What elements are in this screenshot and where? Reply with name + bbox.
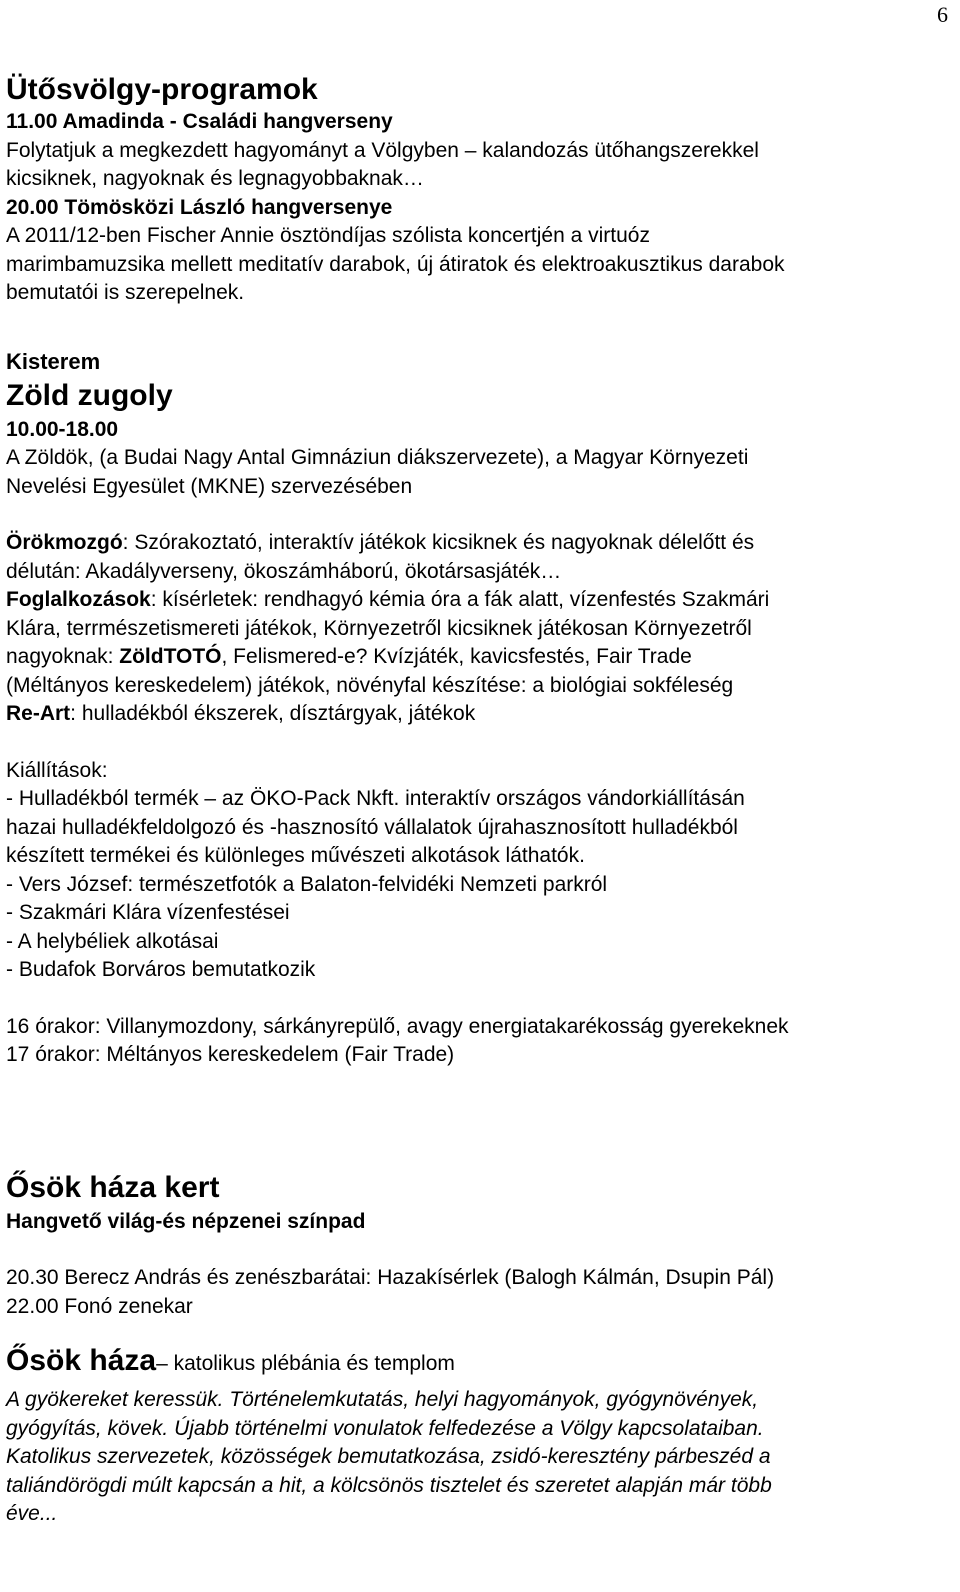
spacer — [6, 1070, 946, 1168]
reart-line — [6, 700, 946, 729]
kisterem-intro-line: A Zöldök, (a Budai Nagy Antal Gimnáziun diákszervezete), a Magyar Környezeti — [6, 446, 749, 469]
osok-haza-line: Katolikus szervezetek, közösségek bemutatkozása, zsidó-keresztény párbeszéd a — [6, 1445, 771, 1468]
foglalkozasok-line — [6, 643, 946, 672]
osok-kert-line: 20.30 Berecz András és zenészbarátai: Hazakísérlek (Balogh Kálmán, Dsupin Pál) — [6, 1266, 775, 1289]
schedule-line: 16 órakor: Villanymozdony, sárkányrepülő, avagy energiatakarékosság gyerekeknek — [6, 1014, 789, 1038]
osok-kert-title: Ősök háza kert — [6, 1170, 220, 1204]
page-number: 6 — [937, 2, 948, 27]
foglalkozasok-text: : kísérletek: rendhagyó kémia óra a fák alatt, vízenfestés Szakmári — [150, 588, 770, 611]
kiallitasok-line: - Hulladékból termék – az ÖKO-Pack Nkft. interaktív országos vándorkiállításán — [6, 787, 745, 810]
tomoskozi-line: bemutatói is szerepelnek. — [6, 281, 245, 304]
kiallitasok-line: készített termékei és különleges művészeti alkotások láthatók. — [6, 844, 585, 867]
document-body — [6, 72, 946, 1529]
spacer — [6, 1321, 946, 1341]
osok-haza-section — [6, 1341, 946, 1529]
kiallitasok-line: - Budafok Borváros bemutatkozik — [6, 958, 316, 981]
orokmozgo-line: délután: Akadályverseny, ökoszámháború, ökotársasjáték… — [6, 559, 562, 583]
foglalkozasok-line — [6, 586, 946, 615]
osok-haza-line: gyógyítás, kövek. Újabb történelmi vonulatok felfedezése a Völgy kapcsolataiban. — [6, 1416, 764, 1440]
kiallitasok-line: hazai hulladékfeldolgozó és -hasznosító vállalatok újrahasznosított hulladékból — [6, 815, 738, 839]
osok-haza-title: Ősök háza — [6, 1344, 157, 1377]
reart-text: : hulladékból ékszerek, dísztárgyak, játékok — [70, 702, 476, 725]
foglalkozasok-line: (Méltányos kereskedelem) játékok, növényfal készítése: a biológiai sokféleség — [6, 673, 734, 697]
orokmozgo-label: Örökmozgó — [6, 531, 123, 554]
amadinda-line: kicsiknek, nagyoknak és legnagyobbaknak… — [6, 167, 424, 190]
utos-title: Ütősvölgy-programok — [6, 73, 318, 106]
osok-kert-line: 22.00 Fonó zenekar — [6, 1294, 193, 1318]
osok-haza-line: éve... — [6, 1502, 58, 1525]
amadinda-heading: 11.00 Amadinda - Családi hangverseny — [6, 110, 393, 133]
schedule-line: 17 órakor: Méltányos kereskedelem (Fair Trade) — [6, 1043, 455, 1066]
kisterem-time: 10.00-18.00 — [6, 417, 119, 441]
osok-kert-section — [6, 1168, 946, 1322]
osok-haza-heading — [6, 1341, 946, 1386]
amadinda-line: Folytatjuk a megkezdett hagyományt a Völgyben – kalandozás ütőhangszerekkel — [6, 138, 759, 162]
spacer — [6, 985, 946, 1013]
kisterem-label: Kisterem — [6, 348, 101, 374]
zold-zugoly-title: Zöld zugoly — [6, 378, 173, 412]
spacer — [6, 501, 946, 529]
kiallitasok-line: - Szakmári Klára vízenfestései — [6, 901, 290, 924]
tomoskozi-line: marimbamuzsika mellett meditatív darabok, új átiratok és elektroakusztikus darabok — [6, 252, 785, 276]
kiallitasok-label: Kiállítások: — [6, 758, 108, 782]
orokmozgo-text: : Szórakoztató, interaktív játékok kicsiknek és nagyoknak délelőtt és — [122, 531, 755, 554]
tomoskozi-line: A 2011/12-ben Fischer Annie ösztöndíjas szólista koncertjén a virtuóz — [6, 224, 650, 247]
zoldtoto-label: ZöldTOTÓ — [119, 645, 222, 668]
orokmozgo-line — [6, 529, 946, 558]
reart-label: Re-Art — [6, 702, 71, 725]
foglalkozasok-text: , Felismered-e? Kvízjáték, kavicsfestés, Fair Trade — [221, 645, 692, 668]
spacer — [6, 729, 946, 757]
kisterem-intro-line: Nevelési Egyesület (MKNE) szervezésében — [6, 474, 413, 498]
spacer — [6, 1236, 946, 1264]
foglalkozasok-line: Klára, terrmészetismereti játékok, Környezetről kicsiknek játékosan Környezetről — [6, 616, 752, 640]
foglalkozasok-label: Foglalkozások — [6, 588, 151, 611]
foglalkozasok-text: nagyoknak: — [6, 645, 120, 668]
spacer — [6, 308, 946, 348]
kiallitasok-line: - Vers József: természetfotók a Balaton-felvidéki Nemzeti parkról — [6, 872, 608, 896]
kisterem-section — [6, 348, 946, 1070]
tomoskozi-heading: 20.00 Tömösközi László hangversenye — [6, 195, 393, 219]
osok-haza-title-suffix: – katolikus plébánia és templom — [156, 1352, 455, 1375]
utos-section — [6, 72, 946, 308]
osok-haza-line: taliándörögdi múlt kapcsán a hit, a kölcsönös tisztelet és szeretet alapján már több — [6, 1473, 772, 1497]
osok-haza-line: A gyökereket keressük. Történelemkutatás, helyi hagyományok, gyógynövények, — [6, 1388, 759, 1411]
kiallitasok-line: - A helybéliek alkotásai — [6, 929, 219, 953]
osok-kert-subtitle: Hangvető világ-és népzenei színpad — [6, 1209, 366, 1233]
